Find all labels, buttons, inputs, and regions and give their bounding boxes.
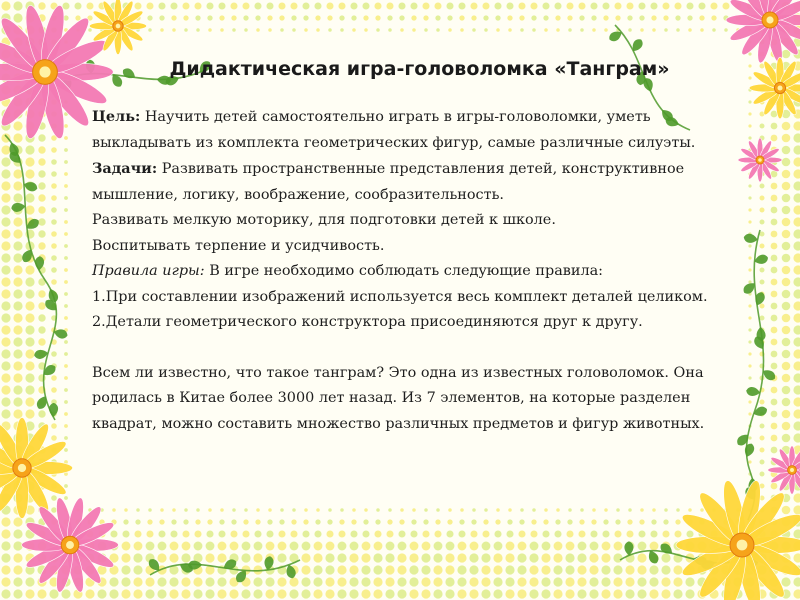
tasks-paragraph: [92, 156, 747, 208]
tasks-text: Развивать пространственные представления детей, конструктивное мышление, логику, воображение, сообразительность.: [92, 161, 685, 203]
rule-item: 2.Детали геометрического конструктора присоединяются друг к другу.: [92, 314, 643, 330]
text-panel: [92, 58, 747, 437]
rule-item: 1.При составлении изображений используется весь комплект деталей целиком.: [92, 288, 708, 305]
rules-intro: В игре необходимо соблюдать следующие правила:: [204, 263, 604, 279]
goal-label: Цель:: [92, 108, 141, 125]
about-paragraph: Всем ли известно, что такое танграм? Это одна из известных головоломок. Она родилась в Китае более 3000 лет назад. Из 7 элементов, на которые разделен квадрат, можно составить множество различных предметов и фигур животных.: [92, 364, 705, 432]
goal-paragraph: [92, 104, 747, 156]
goal-text: Научить детей самостоятельно играть в игры-головоломки, уметь выкладывать из комплекта геометрических фигур, самые различные силуэты.: [92, 109, 696, 151]
rules-paragraph: [92, 259, 747, 285]
paragraph-gap: [92, 336, 747, 361]
task-line: Воспитывать терпение и усидчивость.: [92, 237, 385, 254]
page-title: Дидактическая игра-головоломка «Танграм»: [169, 58, 670, 80]
tasks-label: Задачи:: [92, 160, 158, 177]
daisy-flower: [676, 479, 800, 600]
task-line: Развивать мелкую моторику, для подготовки детей к школе.: [92, 212, 556, 228]
rules-label: Правила игры:: [92, 263, 205, 279]
